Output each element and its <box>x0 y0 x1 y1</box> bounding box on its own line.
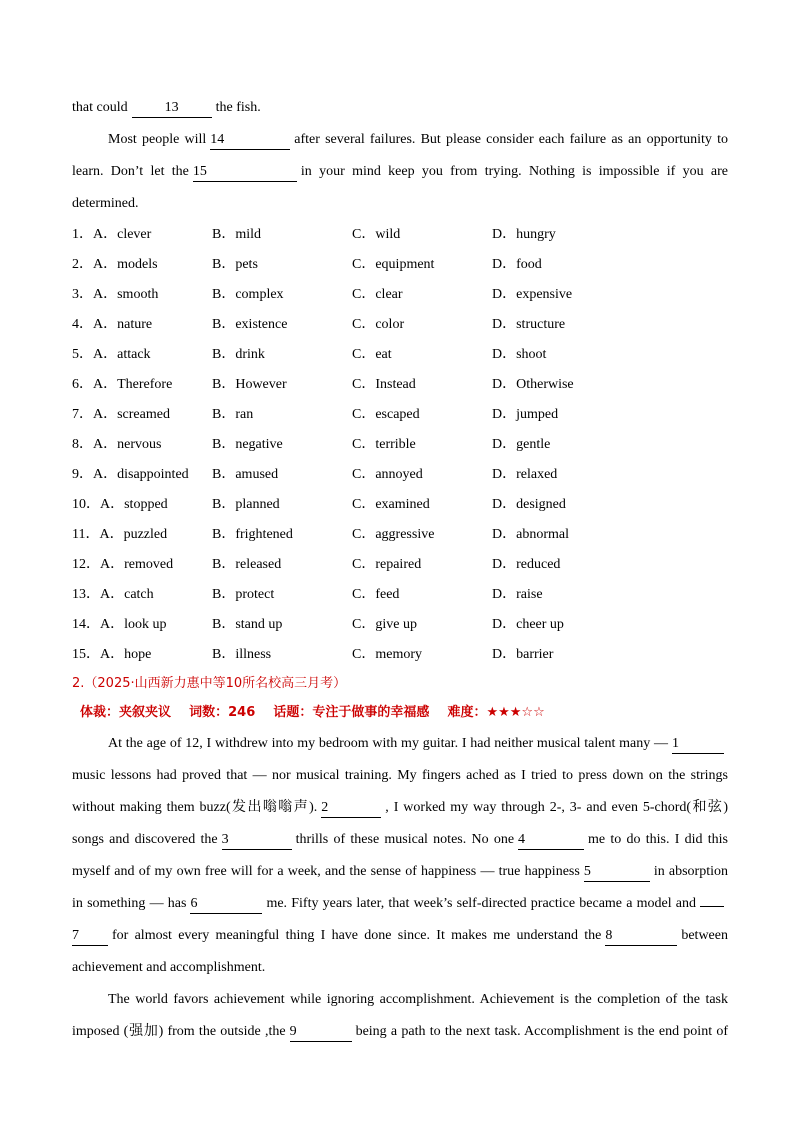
option-b: B．ran <box>212 407 254 422</box>
text: after several failures. But please consider each failure as an opportunity to <box>294 132 728 147</box>
option-row-10 <box>72 490 728 520</box>
option-c: C．examined <box>352 497 430 512</box>
blank-15[interactable]: 15 <box>193 163 297 182</box>
blank-13[interactable]: 13 <box>132 99 212 118</box>
option-a: 7．A．screamed <box>72 407 170 422</box>
text-line: songs and discovered the 3 thrills of these musical notes. No one 4 me to do this. I did this <box>72 824 728 856</box>
option-b: B．complex <box>212 287 284 302</box>
option-b: B．negative <box>212 437 283 452</box>
text-line: imposed (强加) from the outside ,the 9 being a path to the next task. Accomplishment is the end point of <box>72 1016 728 1048</box>
section-heading: 2.（2025·山西新力惠中等10所名校高三月考） <box>72 676 347 691</box>
passage-meta: 体裁：夹叙夹议 词数：246 话题：专注于做事的幸福感 难度：★★★☆☆ <box>80 705 545 720</box>
text: that could <box>72 100 128 115</box>
option-c: C．color <box>352 317 405 332</box>
option-d: D．raise <box>492 587 543 602</box>
text: the fish. <box>215 100 261 115</box>
option-d: D．cheer up <box>492 617 564 632</box>
option-b: B．planned <box>212 497 280 512</box>
option-b: B．amused <box>212 467 279 482</box>
option-d: D．gentle <box>492 437 551 452</box>
option-d: D．barrier <box>492 647 554 662</box>
option-a: 15．A．hope <box>72 647 152 662</box>
option-a: 11．A．puzzled <box>72 527 168 542</box>
option-d: D．reduced <box>492 557 561 572</box>
option-c: C．eat <box>352 347 392 362</box>
blank-9[interactable]: 9 <box>290 1023 352 1042</box>
blank-1[interactable]: 1 <box>672 735 724 754</box>
option-d: D．abnormal <box>492 527 569 542</box>
text: learn. Don’t let the <box>72 164 189 179</box>
text: in your mind keep you from trying. Nothing is impossible if you are <box>300 164 728 179</box>
document-page <box>72 92 728 1048</box>
text-line: At the age of 12, I withdrew into my bedroom with my guitar. I had neither musical talent many — 1 <box>72 728 728 760</box>
text-line <box>72 156 728 188</box>
blank-6[interactable]: 6 <box>190 895 262 914</box>
option-b: B．existence <box>212 317 288 332</box>
option-a: 14．A．look up <box>72 617 167 632</box>
option-a: 10．A．stopped <box>72 497 168 512</box>
option-d: D．designed <box>492 497 566 512</box>
option-d: D．jumped <box>492 407 559 422</box>
option-d: D．structure <box>492 317 566 332</box>
option-row-2 <box>72 250 728 280</box>
option-c: C．repaired <box>352 557 422 572</box>
option-row-8 <box>72 430 728 460</box>
text-line: without making them buzz(发出嗡嗡声). 2 , I worked my way through 2-, 3- and even 5-chord(和弦) <box>72 792 728 824</box>
option-c: C．annoyed <box>352 467 423 482</box>
option-row-12 <box>72 550 728 580</box>
option-row-4 <box>72 310 728 340</box>
option-row-5 <box>72 340 728 370</box>
blank-4[interactable]: 4 <box>518 831 584 850</box>
option-b: B．pets <box>212 257 258 272</box>
option-a: 8．A．nervous <box>72 437 162 452</box>
option-d: D．food <box>492 257 542 272</box>
option-a: 12．A．removed <box>72 557 174 572</box>
option-a: 2．A．models <box>72 257 158 272</box>
option-row-9 <box>72 460 728 490</box>
option-a: 3．A．smooth <box>72 287 159 302</box>
option-a: 5．A．attack <box>72 347 151 362</box>
option-c: C．wild <box>352 227 401 242</box>
option-row-7 <box>72 400 728 430</box>
option-c: C．give up <box>352 617 417 632</box>
text-line: music lessons had proved that — nor musical training. My fingers ached as I tried to press down on the strings <box>72 768 728 783</box>
option-b: B．illness <box>212 647 272 662</box>
option-c: C．escaped <box>352 407 420 422</box>
text: Most people will <box>108 132 207 147</box>
option-d: D．hungry <box>492 227 556 242</box>
option-d: D．relaxed <box>492 467 558 482</box>
option-b: B．frightened <box>212 527 293 542</box>
blank-7[interactable]: 7 <box>72 927 108 946</box>
text-line: myself and of my own free will for a week, and the sense of happiness — true happiness 5 in absorption <box>72 856 728 888</box>
option-row-14 <box>72 610 728 640</box>
option-a: 13．A．catch <box>72 587 154 602</box>
option-a: 1．A．clever <box>72 227 152 242</box>
blank-3[interactable]: 3 <box>222 831 292 850</box>
text-line <box>72 188 728 220</box>
options-list <box>72 220 728 670</box>
option-c: C．Instead <box>352 377 416 392</box>
option-c: C．memory <box>352 647 422 662</box>
blank-8[interactable]: 8 <box>605 927 677 946</box>
text: determined. <box>72 196 139 211</box>
option-a: 9．A．disappointed <box>72 467 189 482</box>
option-c: C．aggressive <box>352 527 435 542</box>
blank-5[interactable]: 5 <box>584 863 650 882</box>
text-line <box>72 92 728 124</box>
option-b: B．stand up <box>212 617 283 632</box>
option-b: B．protect <box>212 587 275 602</box>
text-line: 7 for almost every meaningful thing I have done since. It makes me understand the 8 between <box>72 920 728 952</box>
blank-14[interactable]: 14 <box>210 131 290 150</box>
option-a: 6．A．Therefore <box>72 377 173 392</box>
option-row-15 <box>72 640 728 670</box>
option-row-1 <box>72 220 728 250</box>
option-row-6 <box>72 370 728 400</box>
blank-7-start <box>700 906 724 907</box>
option-b: B．mild <box>212 227 262 242</box>
option-d: D．expensive <box>492 287 573 302</box>
option-c: C．clear <box>352 287 403 302</box>
text-line: The world favors achievement while ignoring accomplishment. Achievement is the completion of the task <box>108 992 728 1007</box>
option-b: B．released <box>212 557 282 572</box>
option-a: 4．A．nature <box>72 317 153 332</box>
option-b: B．drink <box>212 347 265 362</box>
text-line <box>72 124 728 156</box>
option-row-13 <box>72 580 728 610</box>
option-c: C．equipment <box>352 257 435 272</box>
text-line: in something — has 6 me. Fifty years later, that week’s self-directed practice became a model and <box>72 888 728 920</box>
option-c: C．feed <box>352 587 400 602</box>
option-row-11 <box>72 520 728 550</box>
text-line: achievement and accomplishment. <box>72 960 266 975</box>
option-d: D．Otherwise <box>492 377 574 392</box>
option-b: B．However <box>212 377 287 392</box>
option-c: C．terrible <box>352 437 416 452</box>
blank-2[interactable]: 2 <box>321 799 381 818</box>
option-row-3 <box>72 280 728 310</box>
option-d: D．shoot <box>492 347 547 362</box>
